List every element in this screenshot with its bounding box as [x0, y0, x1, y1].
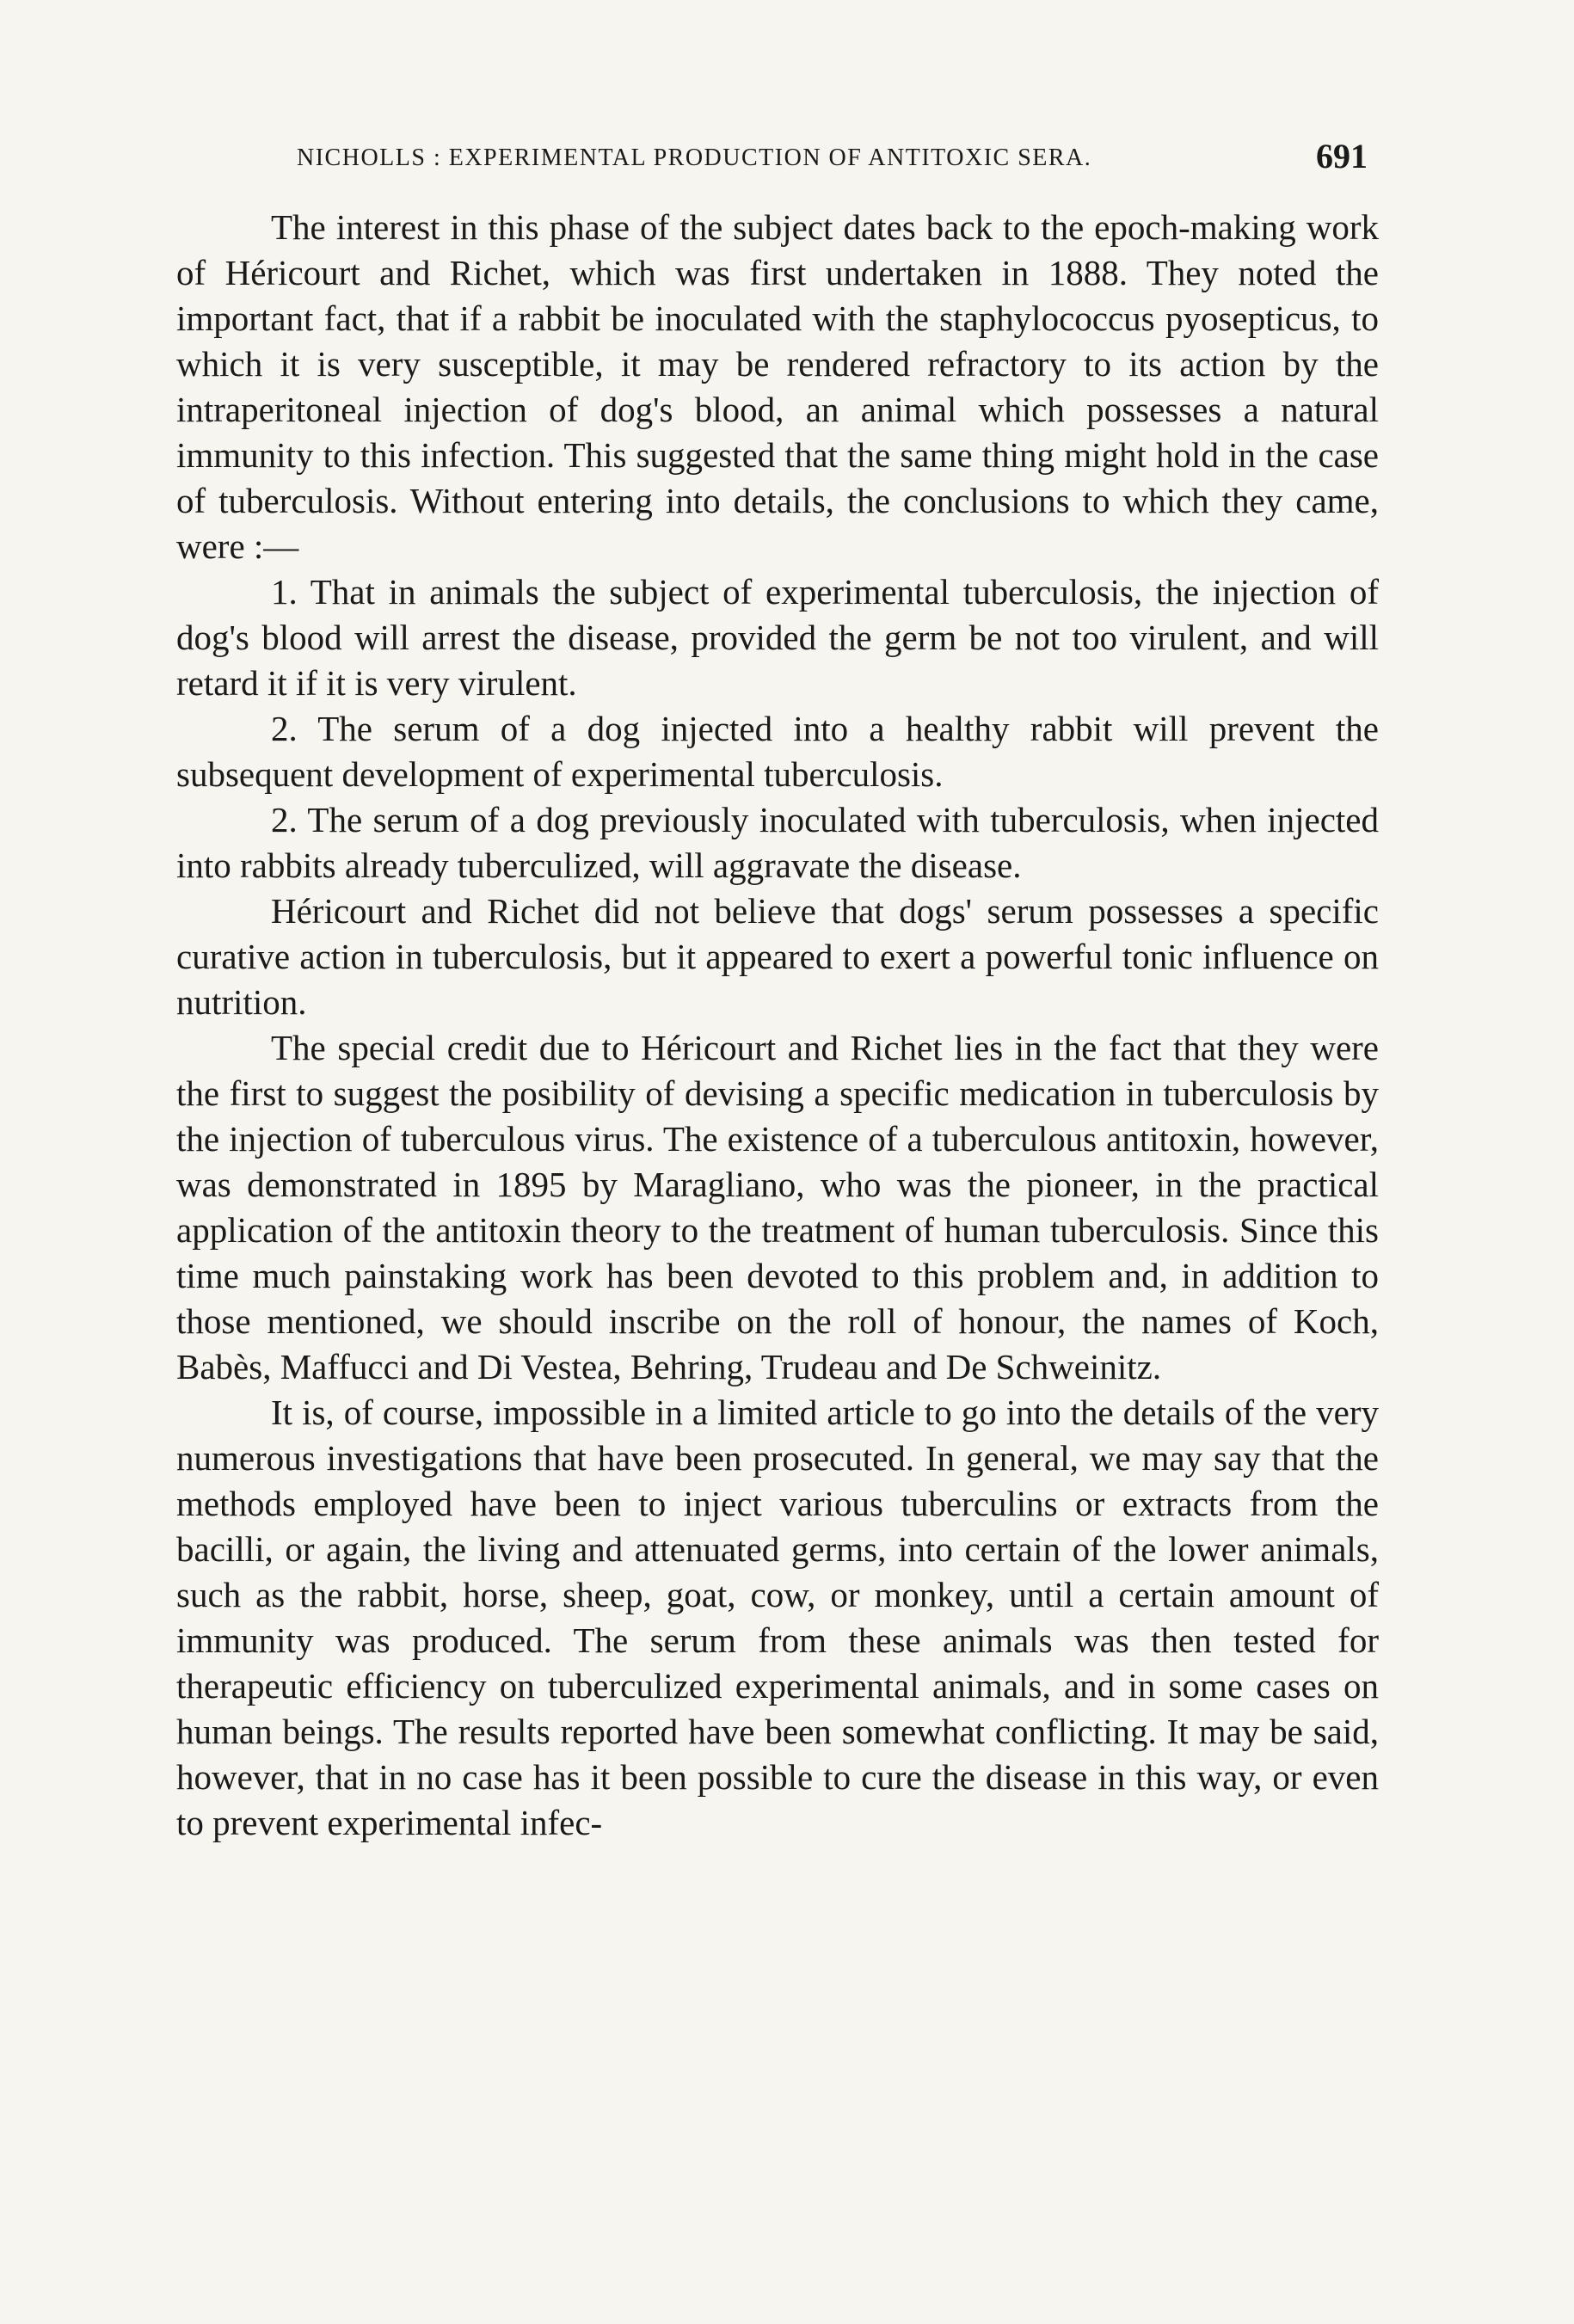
paragraph-intro: The interest in this phase of the subject dates back to the epoch-making work of Héricourt and Richet, which was first undertaken in 1888. They noted the important fact, that if a rabbit be inoculated with the staphylococcus pyosepticus, to which it is very susceptible, it may be rendered refractory to its action by the intraperitoneal injection of dog's blood, an animal which possesses a natural immunity to this infection. This suggested that the same thing might hold in the case of tuberculosis. Without entering into details, the conclusions to which they came, were :— — [176, 207, 1379, 566]
paragraph-special-credit: The special credit due to Héricourt and Richet lies in the fact that they were the first to suggest the posibility of devising a specific medication in tuberculosis by the injection of tuberculous virus. The existence of a tuberculous antitoxin, however, was demonstrated in 1895 by Maragliano, who was the pioneer, in the practical application of the antitoxin theory to the treatment of human tuberculosis. Since this time much painstaking work has been devoted to this problem and, in addition to those mentioned, we should inscribe on the roll of honour, the names of Koch, Babès, Maffucci and Di Vestea, Behring, Trudeau and De Schweinitz. — [176, 1028, 1379, 1386]
running-title: NICHOLLS : EXPERIMENTAL PRODUCTION OF ANTITOXIC SERA. — [297, 144, 1092, 171]
paragraph-conclusion-3: 2. The serum of a dog previously inoculated with tuberculosis, when injected into rabbits already tuberculized, will aggravate the disease. — [176, 800, 1379, 885]
paragraph-investigations: It is, of course, impossible in a limited article to go into the details of the very numerous investigations that have been prosecuted. In general, we may say that the methods employed have been to inject various tuberculins or extracts from the bacilli, or again, the living and attenuated germs, into certain of the lower animals, such as the rabbit, horse, sheep, goat, cow, or monkey, until a certain amount of immunity was produced. The serum from these animals was then tested for therapeutic efficiency on tuberculized experimental animals, and in some cases on human beings. The results reported have been somewhat conflicting. It may be said, however, that in no case has it been possible to cure the disease in this way, or even to prevent experimental infec- — [176, 1393, 1379, 1842]
page-number: 691 — [1316, 137, 1368, 175]
paragraph-hericourt-richet: Héricourt and Richet did not believe that dogs' serum possesses a specific curative action in tuberculosis, but it appeared to exert a powerful tonic influence on nutrition. — [176, 891, 1379, 1022]
paragraph-conclusion-1: 1. That in animals the subject of experimental tuberculosis, the injection of dog's blood will arrest the disease, provided the germ be not too virulent, and will retard it if it is very virulent. — [176, 572, 1379, 703]
body-text — [176, 205, 1379, 1846]
running-head — [297, 136, 1368, 188]
paragraph-conclusion-2: 2. The serum of a dog injected into a healthy rabbit will prevent the subsequent development of experimental tuberculosis. — [176, 709, 1379, 794]
